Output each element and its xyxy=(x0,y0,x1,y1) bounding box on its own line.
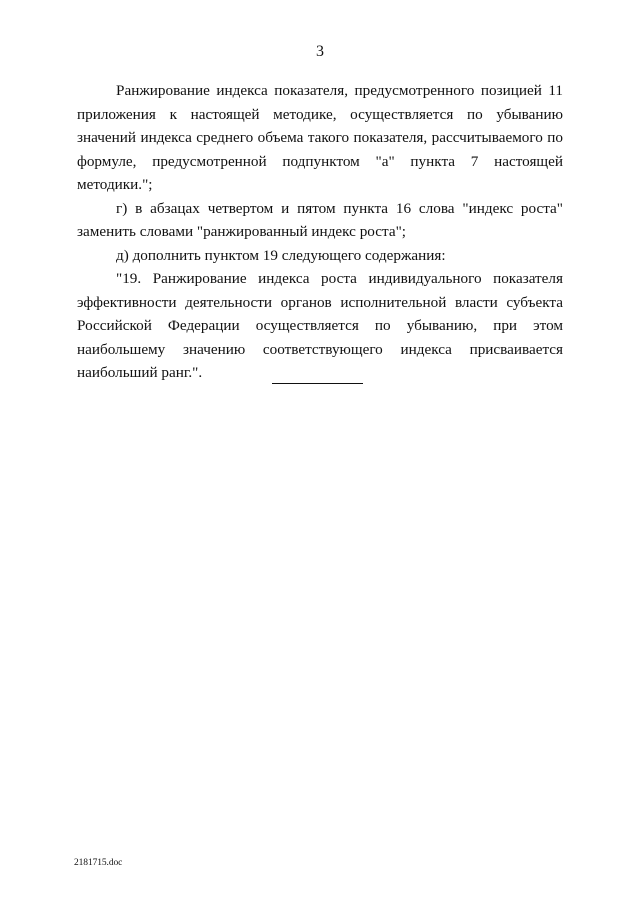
paragraph-amendment-g: г) в абзацах четвертом и пятом пункта 16 слова "индекс роста" заменить словами "ранжированный индекс роста"; xyxy=(77,199,563,240)
paragraph-ranking-position-11: Ранжирование индекса показателя, предусмотренного позицией 11 приложения к настоящей методике, осуществляется по убыванию значений индекса среднего объема такого показателя, рассчитываемого по формуле, предусмотренной подпунктом "а" пункта 7 настоящей методики."; xyxy=(77,82,563,193)
page-number: 3 xyxy=(316,43,324,60)
file-label: 2181715.doc xyxy=(74,858,123,868)
paragraph-amendment-d: д) дополнить пунктом 19 следующего содержания: xyxy=(116,246,446,264)
end-separator-line xyxy=(272,383,363,384)
paragraph-new-point-19: "19. Ранжирование индекса роста индивидуального показателя эффективности деятельности органов исполнительной власти субъекта Российской Федерации осуществляется по убыванию, при этом наибольшему значению соответствующего индекса присваивается наибольший ранг.". xyxy=(77,270,563,381)
document-body xyxy=(77,79,563,385)
